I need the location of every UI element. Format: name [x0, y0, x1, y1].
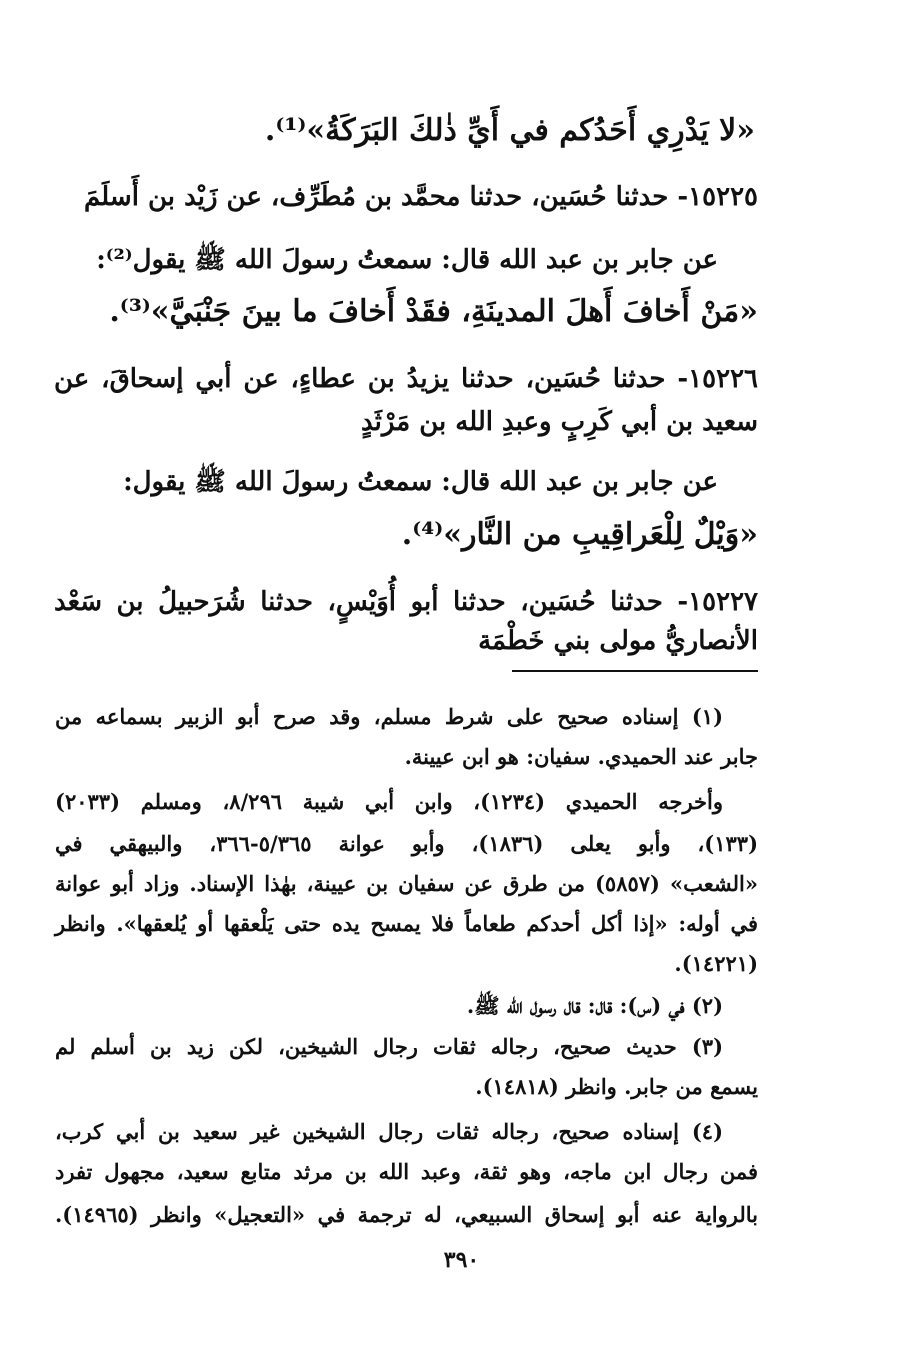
- footnote-4: (٤) إسناده صحيح، رجاله ثقات رجال الشيخين غير سعيد بن أبي كرب،: [55, 1119, 723, 1144]
- isnad-15227: ١٥٢٢٧- حدثنا حُسَين، حدثنا أبو أُوَيْسٍ، حدثنا شُرَحبيلُ بن سَعْد: [54, 587, 758, 617]
- hadith-text-1: «لا يَدْرِي أَحَدُكم في أَيِّ ذٰلكَ البَرَكَةُ»⁽¹⁾.: [264, 113, 755, 148]
- isnad-15225: ١٥٢٢٥- حدثنا حُسَين، حدثنا محمَّد بن مُطَرِّف، عن زَيْد بن أَسلَمَ: [84, 182, 758, 212]
- footnote-1-takhrij-5: (١٤٢٢١).: [674, 951, 758, 976]
- footnote-4-cont-2: بالرواية عنه أبو إسحاق السبيعي، له ترجمة في «التعجيل» وانظر (١٤٩٦٥).: [55, 1202, 758, 1227]
- narration-line-15226: عن جابر بن عبد الله قال: سمعتُ رسولَ الله ﷺ يقول:: [123, 467, 718, 497]
- footnote-4-cont: فمن رجال ابن ماجه، وهو ثقة، وعبد الله بن مرثد متابع سعيد، مجهول تفرد: [55, 1159, 758, 1184]
- isnad-15226-cont: سعيد بن أبي كَرِبٍ وعبدِ الله بن مَرْثَدٍ: [361, 407, 758, 437]
- footnote-1-takhrij-2: (١٣٣)، وأبو يعلى (١٨٣٦)، وأبو عوانة ٥/٣٦٥-٣٦٦، والبيهقي في: [55, 831, 759, 856]
- footnote-1-takhrij-3: «الشعب» (٥٨٥٧) من طرق عن سفيان بن عيينة، بهٰذا الإسناد. وزاد أبو عوانة: [55, 871, 758, 896]
- hadith-text-15225: «مَنْ أَخافَ أَهلَ المدينَةِ، فقَدْ أَخافَ ما بينَ جَنْبَيَّ»⁽³⁾.: [109, 294, 758, 329]
- footnote-1: (١) إسناده صحيح على شرط مسلم، وقد صرح أبو الزبير بسماعه من: [55, 704, 723, 729]
- footnote-1-takhrij-4: في أوله: «إذا أكل أحدكم طعاماً فلا يمسح يده حتى يَلْعقها أو يُلعقها». وانظر: [55, 911, 758, 936]
- isnad-15226: ١٥٢٢٦- حدثنا حُسَين، حدثنا يزيدُ بن عطاءٍ، عن أبي إسحاقَ، عن: [54, 364, 758, 394]
- hadith-text-15226: «وَيْلٌ لِلْعَراقِيبِ من النَّار»⁽⁴⁾.: [401, 517, 758, 552]
- footnote-2: (٢) في (س): قال: قال رسول الله ﷺ.: [466, 993, 723, 1018]
- isnad-15227-cont: الأنصاريُّ مولى بني خَطْمَة: [478, 626, 758, 656]
- narration-line-15225: عن جابر بن عبد الله قال: سمعتُ رسولَ الله ﷺ يقول⁽²⁾:: [96, 245, 718, 275]
- footnote-3: (٣) حديث صحيح، رجاله ثقات رجال الشيخين، لكن زيد بن أسلم لم: [55, 1034, 723, 1059]
- footnote-3-cont: يسمع من جابر. وانظر (١٤٨١٨).: [475, 1074, 758, 1099]
- footnote-separator: [512, 670, 758, 672]
- page-number: ٣٩٠: [443, 1247, 480, 1273]
- footnote-1-takhrij: وأخرجه الحميدي (١٢٣٤)، وابن أبي شيبة ٨/٢٩٦، ومسلم (٢٠٣٣): [55, 789, 723, 814]
- footnote-1-cont: جابر عند الحميدي. سفيان: هو ابن عيينة.: [404, 744, 758, 769]
